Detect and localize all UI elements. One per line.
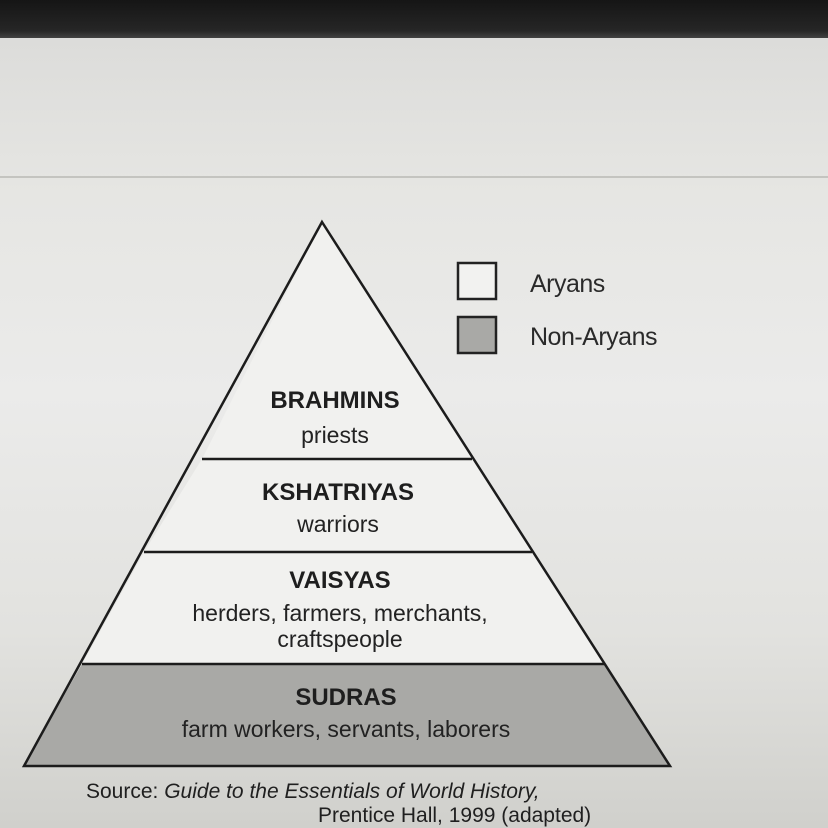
legend-label-non-aryans: Non-Aryans <box>530 323 657 351</box>
legend-swatch-non-aryans <box>458 317 496 353</box>
legend-swatch-aryans <box>458 263 496 299</box>
source-line-2: Prentice Hall, 1999 (adapted) <box>318 804 592 827</box>
layer-subtitle-vaisyas-line1: herders, farmers, merchants, <box>192 600 488 626</box>
legend-label-aryans: Aryans <box>530 270 605 298</box>
source-title: Guide to the Essentials of World History, <box>164 780 540 803</box>
layer-subtitle-brahmins: priests <box>301 422 369 448</box>
source-line-1 <box>86 780 686 804</box>
layer-subtitle-vaisyas-line2: craftspeople <box>277 626 403 652</box>
source-citation <box>86 780 686 828</box>
layer-title-vaisyas: VAISYAS <box>289 567 391 594</box>
layer-title-kshatriyas: KSHATRIYAS <box>261 479 415 506</box>
layer-title-sudras: SUDRAS <box>295 684 397 711</box>
layer-subtitle-sudras: farm workers, servants, laborers <box>181 716 511 742</box>
layer-title-brahmins: BRAHMINS <box>270 387 400 414</box>
layer-subtitle-kshatriyas: warriors <box>297 511 379 537</box>
source-prefix: Source: <box>86 780 165 803</box>
pyramid-layer-sudras-fill <box>24 664 670 766</box>
